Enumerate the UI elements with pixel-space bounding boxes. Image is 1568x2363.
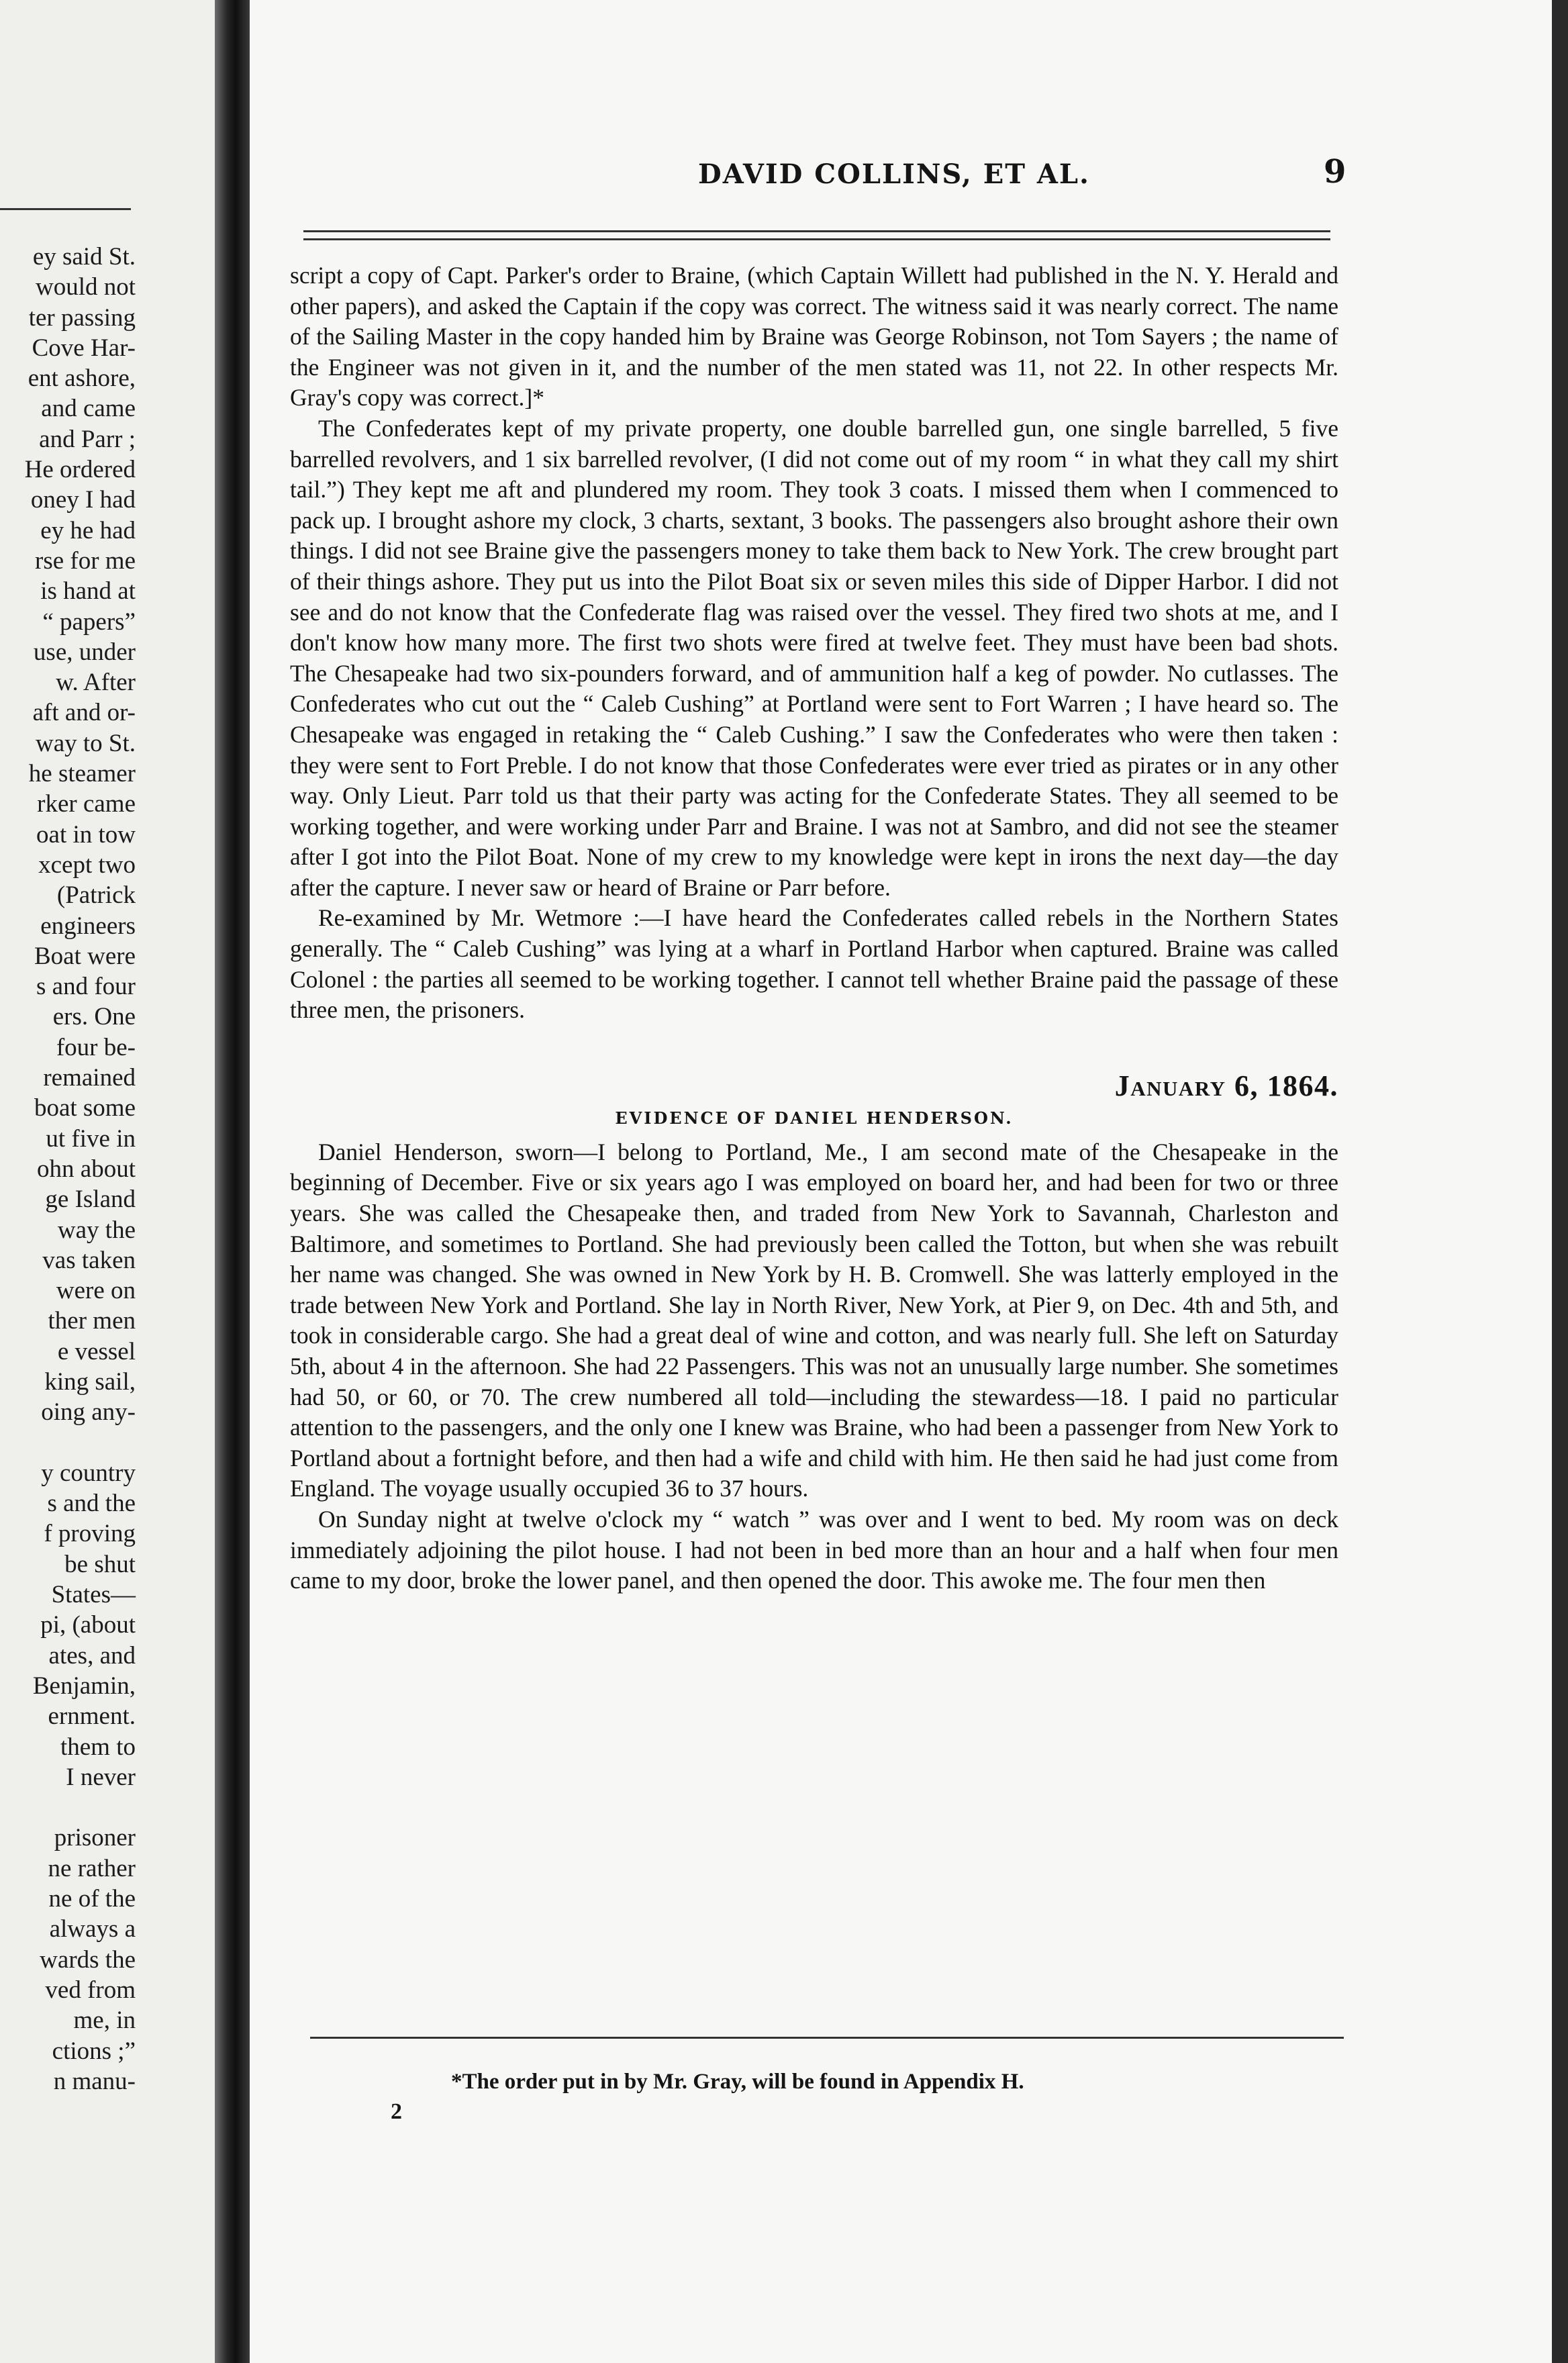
previous-page-line: oney I had xyxy=(30,486,136,514)
previous-page-line: ent ashore, xyxy=(28,365,136,393)
previous-page-fragment xyxy=(0,0,215,2363)
paragraph: Re-examined by Mr. Wetmore :—I have heard the Confederates called rebels in the Northern States generally. The “ Caleb Cushing” was lying at a wharf in Portland Harbor when captured. Braine was called Colonel : the parties all seemed to be working together. I cannot tell whether Braine paid the passage of these three men, the prisoners. xyxy=(290,904,1338,1024)
previous-page-line: and Parr ; xyxy=(39,425,136,453)
signature-mark: 2 xyxy=(391,2099,402,2124)
previous-page-line: n manu- xyxy=(53,2067,136,2095)
previous-page-line: is hand at xyxy=(40,577,136,606)
previous-page-line: way the xyxy=(57,1216,136,1244)
previous-page-line: he steamer xyxy=(28,760,136,788)
previous-page-line: ther men xyxy=(48,1307,136,1335)
previous-page-line: (Patrick xyxy=(56,881,136,910)
previous-page-line: Benjamin, xyxy=(32,1672,136,1700)
previous-page-line: engineers xyxy=(40,912,136,940)
header-rule xyxy=(303,230,1330,240)
paragraph: Daniel Henderson, sworn—I belong to Portland, Me., I am second mate of the Chesapeake in the beginning of December. Five or six years ago I was employed on board her, and had been for two or three years. She was called the Chesapeake then, and traded from New York to Savannah, Charleston and Baltimore, and sometimes to Portland. She had previously been called the Totton, but when she was rebuilt her name was changed. She was owned in New York by H. B. Cromwell. She was latterly employed in the trade between New York and Portland. She lay in North River, New York, at Pier 9, on Dec. 4th and 5th, and took in considerable cargo. She had a great deal of wine and cotton, and was nearly full. She left on Saturday 5th, about 4 in the afternoon. She had 22 Passengers. This was not an unusually large number. She sometimes had 50, or 60, or 70. The crew numbered all told—including the stewardess—18. I paid no particular attention to the passengers, and the only one I knew was Braine, who had been a passenger from New York to Portland about a fortnight before, and then had a wife and child with him. He then said he had just come from England. The voyage usually occupied 36 to 37 hours. xyxy=(290,1138,1338,1502)
previous-page-line: He ordered xyxy=(24,456,136,484)
previous-page-line: ne rather xyxy=(48,1854,136,1882)
previous-page-line: aft and or- xyxy=(32,699,136,727)
previous-page-line: use, under xyxy=(33,638,136,666)
previous-page-line: boat some xyxy=(34,1094,136,1122)
previous-page-line: prisoner xyxy=(54,1824,136,1852)
previous-page-line: remained xyxy=(43,1064,136,1092)
paragraph: The Confederates kept of my private property, one double barrelled gun, one single barrelled, 5 five barrelled revolvers, and 1 six barrelled revolver, (I did not come out of my room “ in what they call my shirt tail.”) They kept me aft and plundered my room. They took 3 coats. I missed them when I commenced to pack up. I brought ashore my clock, 3 charts, sextant, 3 books. The passengers also brought ashore their own things. I did not see Braine give the passengers money to take them back to New York. The crew brought part of their things ashore. They put us into the Pilot Boat six or seven miles this side of Dipper Harbor. I did not see and do not know that the Confederate flag was raised over the vessel. They fired two shots at me, and I don't know how many more. The first two shots were fired at twelve feet. They must have been bad shots. The Chesapeake had two six-pounders forward, and of ammunition half a keg of powder. No cutlasses. The Confederates who cut out the “ Caleb Cushing” at Portland were sent to Fort Warren ; I have heard so. The Chesapeake was engaged in retaking the “ Caleb Cushing.” I saw the Confederates who were then taken : they were sent to Fort Preble. I do not know that those Confederates were ever tried as pirates or in any other way. Only Lieut. Parr told us that their party was acting for the Confederate States. They all seemed to be working together, and were working under Parr and Braine. I was not at Sambro, and did not see the steamer after I got into the Pilot Boat. None of my crew to my knowledge were kept in irons the next day—the day after the capture. I never saw or heard of Braine or Parr before. xyxy=(290,414,1338,901)
date-heading: January 6, 1864. xyxy=(1114,1069,1338,1102)
previous-page-line: w. After xyxy=(56,669,136,697)
previous-page-line: s and four xyxy=(36,973,136,1001)
paragraph: script a copy of Capt. Parker's order to Braine, (which Captain Willett had published in the N. Y. Herald and other papers), and asked the Captain if the copy was correct. The witness said it was nearly correct. The name of the Sailing Master in the copy handed him by Braine was George Robinson, not Tom Sayers ; the name of the Engineer was not given in it, and the number of the men stated was 11, not 22. In other respects Mr. Gray's copy was correct.]* xyxy=(290,262,1338,412)
previous-page-line: y country xyxy=(41,1459,136,1487)
previous-page-line: pi, (about xyxy=(40,1611,136,1639)
previous-page-line: xcept two xyxy=(38,851,136,879)
book-gutter xyxy=(215,0,250,2363)
previous-page-line: vas taken xyxy=(42,1246,136,1274)
previous-page-line: would not xyxy=(35,273,136,301)
previous-page-line: ne of the xyxy=(48,1885,136,1913)
previous-page-line: oat in tow xyxy=(36,820,136,849)
previous-page-line: I never xyxy=(66,1763,136,1791)
previous-page-line: ut five in xyxy=(46,1124,136,1153)
book-page xyxy=(250,0,1552,2363)
previous-page-line: rker came xyxy=(37,790,136,818)
previous-page-line: ates, and xyxy=(48,1641,136,1670)
previous-page-line: always a xyxy=(49,1915,136,1943)
previous-page-line: wards the xyxy=(40,1945,136,1974)
previous-page-gap xyxy=(25,1428,136,1458)
previous-page-line: e vessel xyxy=(57,1337,136,1365)
paragraph: On Sunday night at twelve o'clock my “ watch ” was over and I went to bed. My room was on deck immediately adjoining the pilot house. I had not been in bed more than an hour and a half when four men came to my door, broke the lower panel, and then opened the door. This awoke me. The four men then xyxy=(290,1505,1338,1594)
previous-page-line: ge Island xyxy=(45,1186,136,1214)
previous-page-line: Boat were xyxy=(34,942,136,970)
page-number: 9 xyxy=(1324,153,1346,191)
previous-page-line: oing any- xyxy=(41,1398,136,1427)
page-body xyxy=(290,260,1338,1596)
previous-page-line: king sail, xyxy=(44,1367,136,1396)
previous-page-line: ohn about xyxy=(37,1155,136,1183)
scan-edge xyxy=(1552,0,1568,2363)
previous-page-rule xyxy=(0,208,131,210)
running-title: DAVID COLLINS, ET AL. xyxy=(698,158,1090,190)
previous-page-line: be shut xyxy=(64,1550,136,1578)
previous-page-line: States— xyxy=(51,1581,136,1609)
previous-page-line: “ papers” xyxy=(42,608,136,636)
previous-page-line: four be- xyxy=(56,1033,136,1061)
previous-page-line: and came xyxy=(41,395,136,423)
previous-page-text xyxy=(25,242,136,2096)
previous-page-line: ved from xyxy=(45,1976,136,2004)
previous-page-line: ctions ;” xyxy=(52,2037,136,2065)
previous-page-line: ernment. xyxy=(48,1702,136,1731)
previous-page-line: s and the xyxy=(47,1490,136,1518)
previous-page-line: ter passing xyxy=(28,303,136,332)
evidence-heading: EVIDENCE OF DANIEL HENDERSON. xyxy=(615,1108,1014,1128)
footnote: *The order put in by Mr. Gray, will be found in Appendix H. xyxy=(451,2070,1024,2094)
previous-page-line: Cove Har- xyxy=(32,334,136,362)
previous-page-line: ers. One xyxy=(52,1003,136,1031)
previous-page-line: them to xyxy=(60,1733,136,1761)
previous-page-line: me, in xyxy=(73,2007,136,2035)
previous-page-line: rse for me xyxy=(35,546,136,575)
previous-page-line: ey said St. xyxy=(32,243,136,271)
previous-page-line: f proving xyxy=(44,1520,136,1548)
previous-page-line: were on xyxy=(56,1277,136,1305)
footnote-rule xyxy=(310,2037,1344,2039)
previous-page-gap xyxy=(25,1792,136,1823)
previous-page-line: way to St. xyxy=(35,729,136,757)
previous-page-line: ey he had xyxy=(40,516,136,544)
